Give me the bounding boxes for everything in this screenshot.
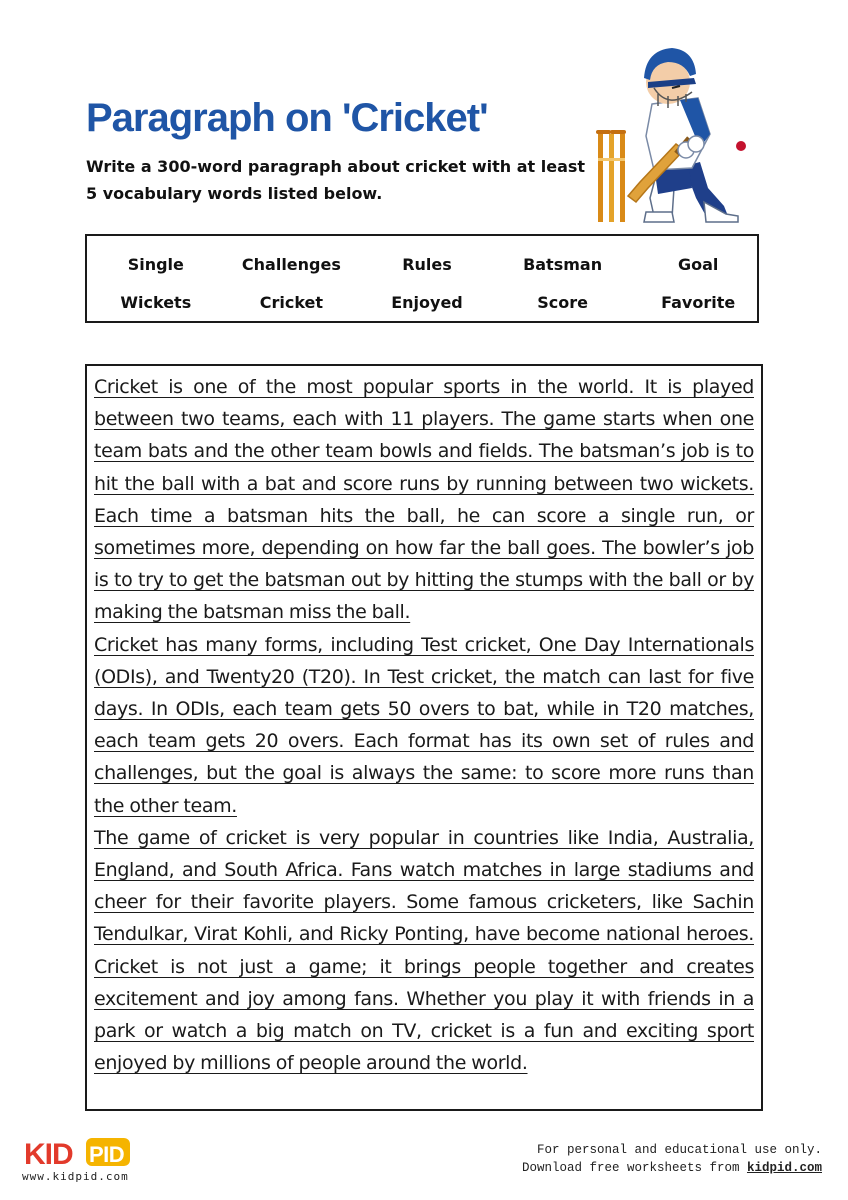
footer-notice <box>522 1141 822 1177</box>
vocabulary-box <box>85 234 759 323</box>
passage-paragraph: The game of cricket is very popular in countries like India, Australia, England, and South Africa. Fans watch matches in large stadiums and cheer for their favorite players. Some famous cricketers, like Sachin Tendulkar, Virat Kohli, and Ricky Ponting, have become national heroes. Cricket is not just a game; it brings people together and creates excitement and joy among fans. Whether you play it with friends in a park or watch a big match on TV, cricket is a fun and exciting sport enjoyed by millions of people around the world. <box>94 826 754 1075</box>
cricket-batsman-illustration <box>588 38 758 228</box>
page-title: Paragraph on 'Cricket' <box>86 96 488 140</box>
svg-text:KID: KID <box>24 1138 73 1171</box>
vocabulary-grid <box>88 246 766 322</box>
footer-line-2-prefix: Download free worksheets from <box>521 1161 747 1175</box>
vocab-word: Batsman <box>523 255 603 274</box>
stumps-icon <box>596 130 626 222</box>
passage-box <box>85 364 763 1111</box>
footer-line-1: For personal and educational use only. <box>536 1143 822 1157</box>
vocab-word: Cricket <box>259 293 324 312</box>
svg-text:PID: PID <box>89 1142 125 1167</box>
vocab-word: Score <box>537 293 588 312</box>
kidpid-logo <box>22 1134 134 1174</box>
vocab-word: Single <box>127 255 184 274</box>
ball-icon <box>736 141 746 151</box>
passage-paragraph: Cricket is one of the most popular sports in the world. It is played between two teams, each with 11 players. The game starts when one team bats and the other team bowls and fields. The batsman’s job is to hit the ball with a bat and score runs by running between two wickets. Each time a batsman hits the ball, he can score a single run, or sometimes more, depending on how far the ball goes. The bowler’s job is to try to get the batsman out by hitting the stumps with the ball or by making the batsman miss the ball. <box>94 376 754 624</box>
passage <box>94 371 754 1079</box>
vocab-word: Rules <box>402 255 452 274</box>
logo-url: www.kidpid.com <box>22 1170 129 1183</box>
footer-line-2 <box>522 1159 822 1177</box>
passage-paragraph: Cricket has many forms, including Test cricket, One Day Internationals (ODIs), and Twenty20 (T20). In Test cricket, the match can last for five days. In ODIs, each team gets 50 overs to bat, while in T20 matches, each team gets 20 overs. Each format has its own set of rules and challenges, but the goal is always the same: to score more runs than the other team. <box>94 633 754 817</box>
vocab-word: Goal <box>677 255 719 274</box>
vocab-word: Favorite <box>661 293 736 312</box>
vocab-word: Challenges <box>241 255 341 274</box>
vocab-word: Enjoyed <box>391 293 463 312</box>
instructions: Write a 300-word paragraph about cricket with at least 5 vocabulary words listed below. <box>86 157 586 203</box>
footer-link[interactable]: kidpid.com <box>746 1161 822 1175</box>
vocab-word: Wickets <box>120 293 192 312</box>
